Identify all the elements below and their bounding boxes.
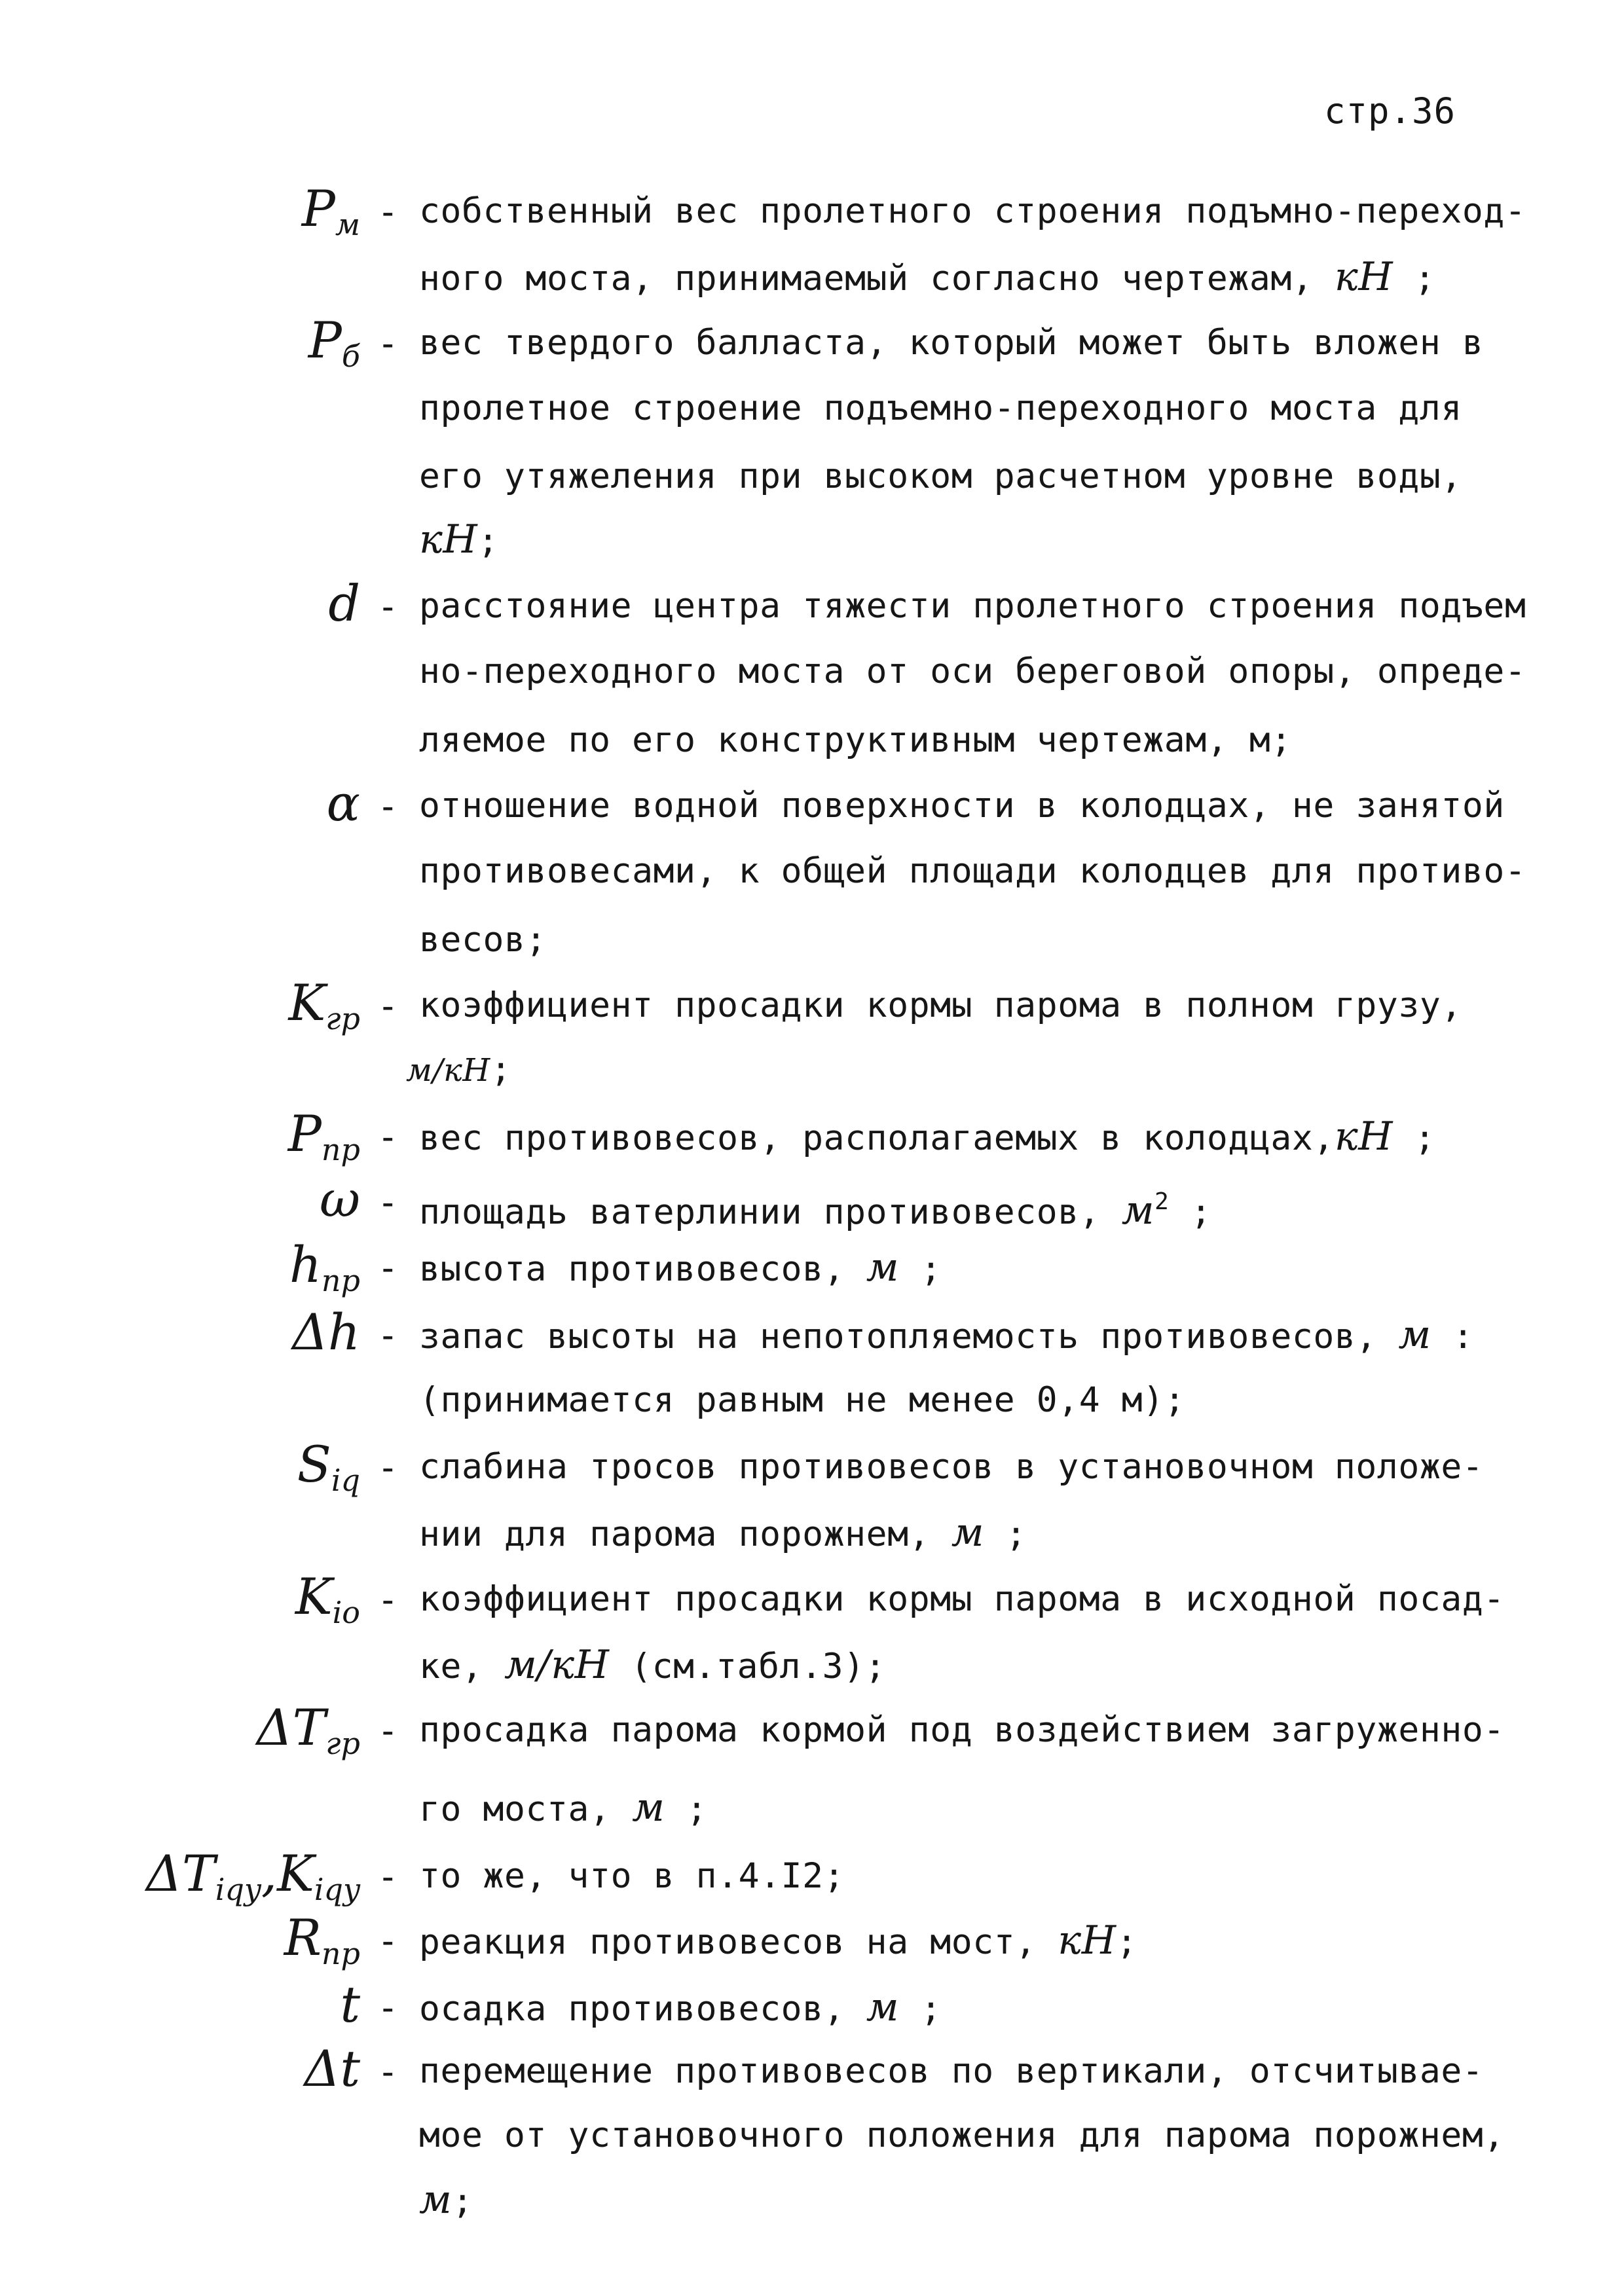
definition-text: ляемое по его конструктивным чертежам, м; (419, 720, 1292, 760)
definition-dash: - (377, 1447, 399, 1488)
unit-symbol: м (866, 1245, 900, 1290)
unit-symbol: м (1121, 1188, 1155, 1233)
definition-text: го моста, м ; (419, 1785, 708, 1831)
definition-text: (принимается равным не менее 0,4 м); (419, 1380, 1186, 1420)
definition-text: противовесами, к общей площади колодцев для противо- (419, 851, 1526, 891)
definition-text: пролетное строение подъемно-переходного моста для (419, 388, 1462, 428)
unit-symbol: кН (1334, 1114, 1393, 1159)
unit-symbol: м (632, 1785, 665, 1831)
definition-dash: - (377, 1182, 399, 1223)
definition-dash: - (377, 1856, 399, 1897)
definition-dash: - (377, 1710, 399, 1751)
definition-text: просадка парома кормой под воздействием загруженно- (419, 1710, 1505, 1750)
definition-text: м; (419, 2177, 473, 2223)
definition-symbol: ω (320, 1170, 360, 1228)
unit-symbol: кН (1334, 254, 1393, 300)
definition-text: площадь ватерлинии противовесов, $м^2$ ; (419, 1188, 1212, 1233)
definition-text: запас высоты на непотопляемость противовесов, м : (419, 1312, 1474, 1358)
definition-dash: - (377, 586, 399, 627)
unit-symbol: кН (419, 517, 478, 562)
unit-symbol: м (866, 1984, 900, 2030)
definition-text: слабина тросов противовесов в установочном положе- (419, 1447, 1484, 1487)
definition-text: отношение водной поверхности в колодцах, не занятой (419, 786, 1505, 826)
definition-dash: - (377, 1315, 399, 1356)
definition-symbol: $\Delta T_{iqy},K_{iqy}$ (146, 1844, 360, 1907)
definition-text: коэффициент просадки кормы парома в полном грузу, (419, 985, 1462, 1025)
definition-text: вес твердого балласта, который может быть вложен в (419, 323, 1484, 363)
definition-symbol: $S_{iq}$ (297, 1435, 360, 1498)
definition-symbol: Δh (292, 1303, 360, 1361)
unit-symbol: м/кН (406, 1052, 490, 1089)
definition-symbol: t (340, 1975, 360, 2033)
definition-symbol: $\Delta T_{гр}$ (256, 1698, 360, 1761)
definition-dash: - (377, 1247, 399, 1288)
definition-text: весов; (419, 920, 547, 960)
definition-text: собственный вес пролетного строения подъмно-переход- (419, 191, 1526, 231)
definition-text: осадка противовесов, м ; (419, 1984, 942, 2030)
unit-symbol: м (1398, 1312, 1431, 1358)
definition-text: мое от установочного положения для парома порожнем, (419, 2115, 1505, 2155)
definition-text: коэффициент просадки кормы парома в исходной посад- (419, 1579, 1505, 1619)
definition-symbol: $P_{пр}$ (287, 1104, 360, 1167)
definition-text: перемещение противовесов по вертикали, отсчитывае- (419, 2051, 1484, 2091)
definition-dash: - (377, 2051, 399, 2092)
definition-text: но-переходного моста от оси береговой опоры, опреде- (419, 651, 1526, 691)
definition-dash: - (377, 1920, 399, 1961)
definition-text: расстояние центра тяжести пролетного строения подъем (419, 586, 1526, 626)
definition-symbol: $R_{пр}$ (284, 1908, 360, 1971)
definition-symbol: Δt (304, 2039, 360, 2098)
definition-text: кН; (419, 517, 499, 562)
definition-text: его утяжеления при высоком расчетном уровне воды, (419, 456, 1462, 496)
unit-symbol: м (419, 2177, 452, 2223)
definition-symbol: $K_{гр}$ (288, 974, 360, 1036)
definition-symbol: $P_м$ (301, 179, 360, 242)
definition-text: то же, что в п.4.I2; (419, 1856, 845, 1896)
definition-dash: - (377, 1116, 399, 1157)
definition-text: вес противовесов, располагаемых в колодцах,кН ; (419, 1114, 1436, 1159)
unit-symbol: м (951, 1510, 985, 1556)
definition-symbol: $K_{iо}$ (295, 1567, 360, 1630)
definition-text: реакция противовесов на мост, кН; (419, 1918, 1138, 1963)
definition-text: м/кН; (406, 1049, 512, 1089)
definition-symbol: $P_б$ (308, 311, 360, 374)
definition-dash: - (377, 1987, 399, 2028)
definition-text: нии для парома порожнем, м ; (419, 1510, 1027, 1556)
definition-dash: - (377, 786, 399, 827)
definition-dash: - (377, 191, 399, 232)
definition-dash: - (377, 1579, 399, 1620)
definition-text: высота противовесов, м ; (419, 1245, 942, 1290)
unit-symbol: м/кН (504, 1642, 610, 1688)
definition-symbol: $h_{пр}$ (289, 1235, 360, 1298)
page-number: стр.36 (1324, 90, 1456, 132)
definition-symbol: α (326, 774, 360, 832)
definition-dash: - (377, 985, 399, 1027)
unit-symbol: кН (1058, 1918, 1116, 1963)
definition-symbol: d (328, 574, 360, 632)
definition-text: ке, м/кН (см.табл.3); (419, 1642, 887, 1688)
definition-dash: - (377, 323, 399, 364)
definition-text: ного моста, принимаемый согласно чертежам, кН ; (419, 254, 1436, 300)
